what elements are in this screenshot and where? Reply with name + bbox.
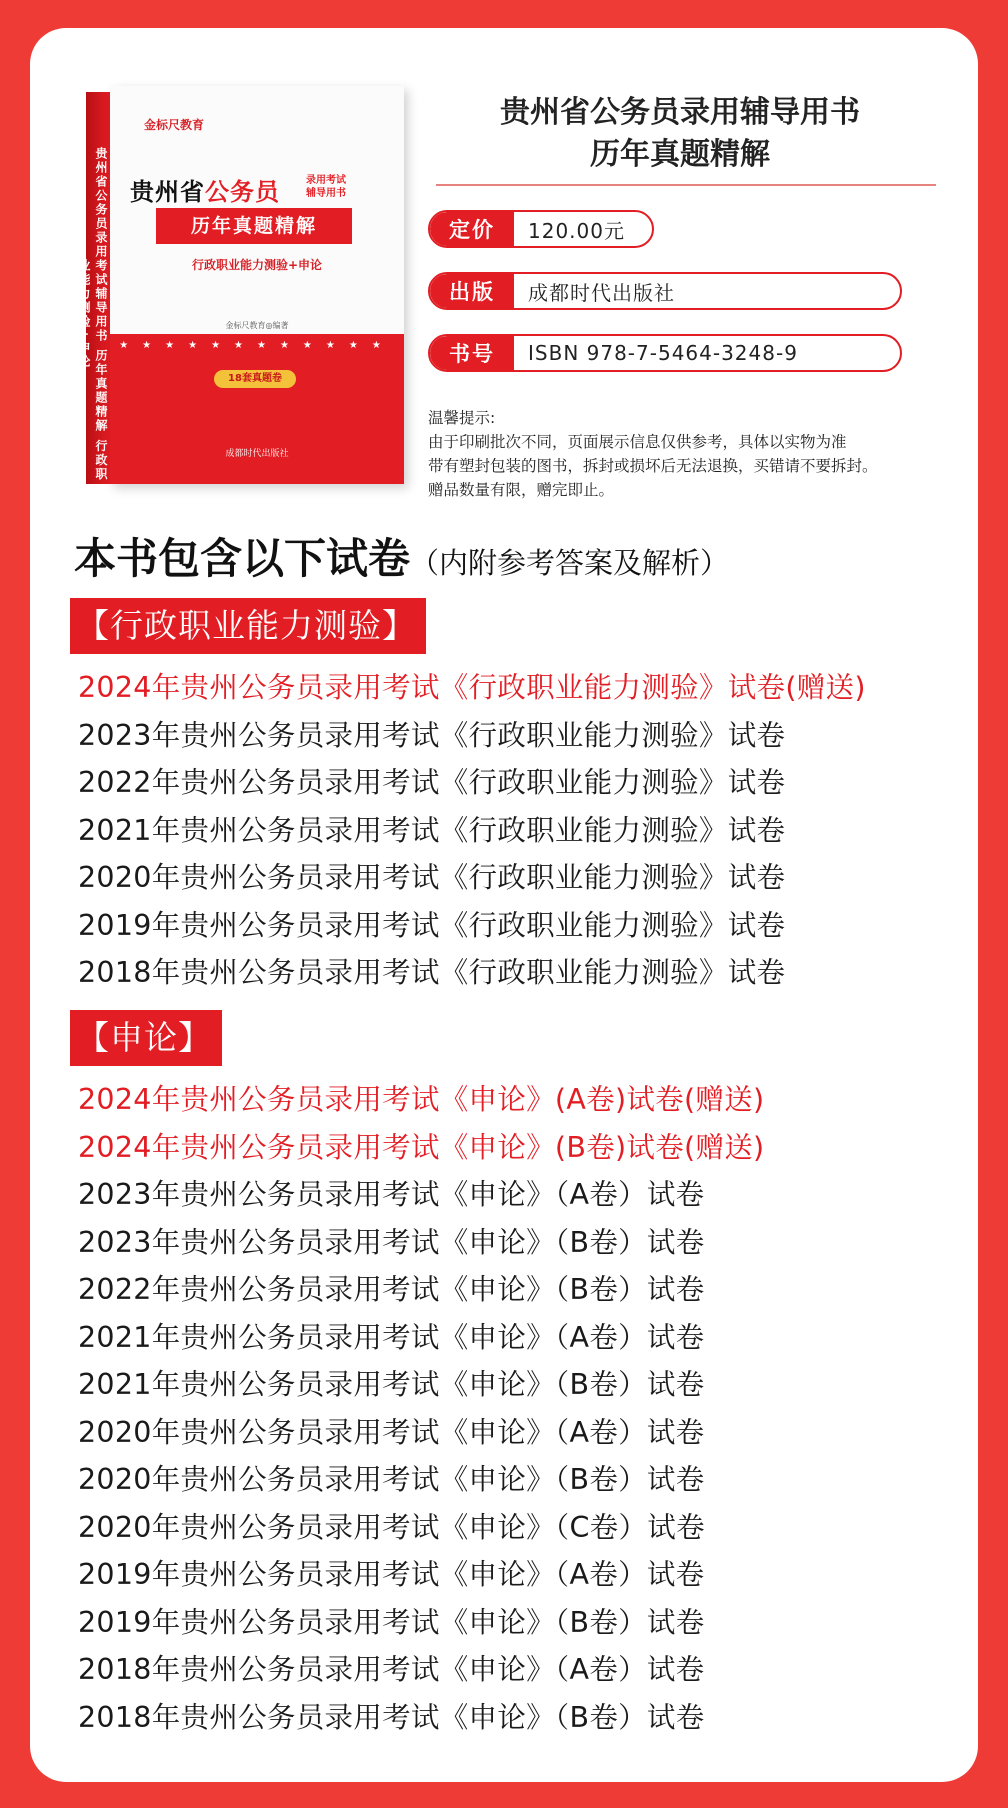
book-title-highlight: 公务员 <box>205 178 280 206</box>
brand-logo: 金标尺教育 <box>144 118 205 132</box>
publisher-label: 出版 <box>430 274 514 308</box>
section-tag-xingce: 【行政职业能力测验】 <box>70 598 426 654</box>
section-tag-shenlun: 【申论】 <box>70 1010 222 1066</box>
list-item: 2023年贵州公务员录用考试《行政职业能力测验》试卷 <box>78 718 786 752</box>
info-title-line1: 贵州省公务员录用辅导用书 <box>500 95 860 130</box>
book-badge: 18套真题卷 <box>214 370 296 388</box>
list-item: 2022年贵州公务员录用考试《申论》（B卷）试卷 <box>78 1273 705 1306</box>
isbn-value: ISBN 978-7-5464-3248-9 <box>528 341 798 365</box>
info-title-line2: 历年真题精解 <box>590 137 770 172</box>
book-cover <box>77 86 404 484</box>
list-item: 2019年贵州公务员录用考试《申论》（B卷）试卷 <box>78 1605 705 1639</box>
book-red-band <box>110 334 404 484</box>
list-item: 2020年贵州公务员录用考试《申论》（A卷）试卷 <box>78 1415 705 1449</box>
list-item: 2020年贵州公务员录用考试《申论》（C卷）试卷 <box>78 1510 705 1544</box>
list-item: 2020年贵州公务员录用考试《申论》（B卷）试卷 <box>78 1463 705 1496</box>
book-title-prefix: 贵州省 <box>130 178 205 206</box>
list-item: 2020年贵州公务员录用考试《行政职业能力测验》试卷 <box>78 861 786 894</box>
book-publisher: 成都时代出版社 <box>225 449 289 459</box>
contents-heading-text: 本书包含以下试卷 <box>74 534 411 583</box>
notice-line: 带有塑封包装的图书，拆封或损坏后无法退换，买错请不要拆封。 <box>428 457 878 475</box>
publisher-value: 成都时代出版社 <box>528 280 675 305</box>
list-item: 2023年贵州公务员录用考试《申论》（B卷）试卷 <box>78 1225 705 1259</box>
book-title-side-2: 辅导用书 <box>306 188 346 199</box>
list-item: 2024年贵州公务员录用考试《申论》(A卷)试卷(赠送) <box>78 1083 765 1116</box>
list-item: 2021年贵州公务员录用考试《行政职业能力测验》试卷 <box>78 813 786 847</box>
isbn-label: 书号 <box>430 336 514 370</box>
price-label: 定价 <box>430 212 514 246</box>
contents-heading-note: （内附参考答案及解析） <box>410 546 730 580</box>
book-title-side-1: 录用考试 <box>306 175 346 186</box>
list-item: 2023年贵州公务员录用考试《申论》（A卷）试卷 <box>78 1178 705 1211</box>
notice-line: 由于印刷批次不同，页面展示信息仅供参考，具体以实物为准 <box>428 433 847 451</box>
list-item: 2019年贵州公务员录用考试《行政职业能力测验》试卷 <box>78 908 786 942</box>
list-item: 2024年贵州公务员录用考试《行政职业能力测验》试卷(赠送) <box>78 671 866 704</box>
book-banner: 历年真题精解 <box>156 208 352 244</box>
price-pill <box>428 210 654 248</box>
list-item: 2018年贵州公务员录用考试《申论》（B卷）试卷 <box>78 1700 705 1734</box>
notice <box>428 406 968 502</box>
notice-line: 温馨提示: <box>428 409 496 427</box>
book-editor: 金标尺教育◎编著 <box>225 321 289 330</box>
paper-list-shenlun <box>78 1076 764 1741</box>
book-title-side <box>306 174 346 200</box>
paper-list-xingce <box>78 664 866 997</box>
star-icons: ★★★★★★★★★★★★ <box>119 340 395 351</box>
divider <box>436 184 936 186</box>
contents-heading <box>74 526 729 586</box>
list-item: 2021年贵州公务员录用考试《申论》（A卷）试卷 <box>78 1320 705 1354</box>
book-spine: 贵州省公务员录用考试辅导用书 历年真题精解 行政职业能力测验+申论 <box>86 92 110 484</box>
book-title <box>130 172 280 207</box>
list-item: 2018年贵州公务员录用考试《行政职业能力测验》试卷 <box>78 956 786 989</box>
notice-line: 赠品数量有限，赠完即止。 <box>428 481 615 499</box>
list-item: 2021年贵州公务员录用考试《申论》（B卷）试卷 <box>78 1368 705 1401</box>
book-subtitle: 行政职业能力测验+申论 <box>191 258 323 272</box>
info-title <box>430 92 930 176</box>
list-item: 2019年贵州公务员录用考试《申论》（A卷）试卷 <box>78 1558 705 1591</box>
book-front <box>110 86 404 484</box>
product-card <box>30 28 978 1782</box>
list-item: 2018年贵州公务员录用考试《申论》（A卷）试卷 <box>78 1653 705 1686</box>
isbn-pill <box>428 334 902 372</box>
list-item: 2022年贵州公务员录用考试《行政职业能力测验》试卷 <box>78 766 786 799</box>
publisher-pill <box>428 272 902 310</box>
price-value: 120.00元 <box>528 218 625 243</box>
list-item: 2024年贵州公务员录用考试《申论》(B卷)试卷(赠送) <box>78 1130 765 1164</box>
